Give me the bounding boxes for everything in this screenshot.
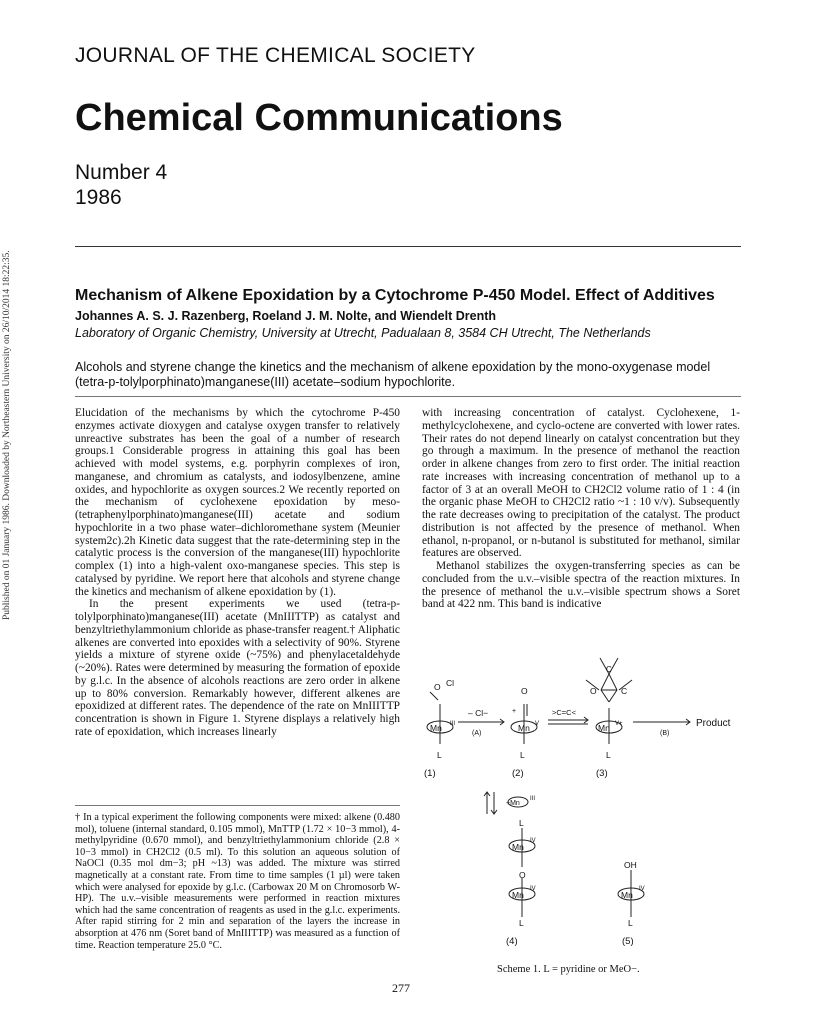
alkene: >C=C< xyxy=(552,708,576,717)
ox-state: III xyxy=(450,721,456,727)
article-affiliation: Laboratory of Organic Chemistry, University at Utrecht, Padualaan 8, 3584 CH Utrecht, The Netherlands xyxy=(75,326,651,340)
ox-state: V xyxy=(535,721,540,727)
abstract-rule xyxy=(75,396,741,397)
mn-atom: Mn xyxy=(430,723,442,733)
o-atom: O xyxy=(590,686,597,696)
footnote-text: † In a typical experiment the following components were mixed: alkene (0.480 mol), toluene (internal standard, 0.105 mmol), MnTTP (1.72 × 10−3 mmol), 4-methylpyridine (0.670 mmol), and benzyltriethylammonium chloride (2.8 × 10−3 mmol) in CH2Cl2 (0.5 ml). To this solution an aqueous solution of NaOCl (0.35 mol dm−3; pH ~13) was added. The mixture was stirred magnetically at a constant rate. From time to time samples (1 µl) were taken which were analysed for epoxide by g.l.c. (Carbowax 20 M on Chromosorb W-HP). The u.v.–visible measurements were performed in reaction mixtures which had the same concentration of reagents as used in the g.l.c. experiments. After rapid stirring for 2 min and separation of the layers the increase in absorption at 476 nm (Soret band of MnIIITTP) was measured as a function of time. Reaction temperature 25.0 °C. xyxy=(75,812,400,951)
label-b: (B) xyxy=(660,730,670,737)
mn-atom: Mn xyxy=(512,842,524,852)
compound-4-label: (4) xyxy=(506,936,518,947)
plus-charge: + xyxy=(512,708,517,715)
article-title: Mechanism of Alkene Epoxidation by a Cytochrome P-450 Model. Effect of Additives xyxy=(75,287,715,304)
ligand-l: L xyxy=(520,750,525,760)
compound-5-label: (5) xyxy=(622,936,634,947)
article-authors: Johannes A. S. J. Razenberg, Roeland J. M. Nolte, and Wiendelt Drenth xyxy=(75,309,497,323)
compound-3-label: (3) xyxy=(596,768,608,779)
compound-2-label: (2) xyxy=(512,768,524,779)
footnote-rule xyxy=(75,805,400,806)
paragraph: Methanol stabilizes the oxygen-transferring species as can be concluded from the u.v.–visible spectra of the reaction mixtures. In the presence of methanol the u.v.–visible spectrum shows a Soret band at 422 nm. This band is indicative xyxy=(422,560,740,611)
ligand-l: L xyxy=(606,750,611,760)
journal-name: JOURNAL OF THE CHEMICAL SOCIETY xyxy=(75,44,476,67)
series-title: Chemical Communications xyxy=(75,97,563,139)
scheme-caption: Scheme 1. L = pyridine or MeO−. xyxy=(497,964,640,975)
ox-state: III xyxy=(530,796,536,802)
masthead-rule xyxy=(75,246,741,247)
ligand-l: L xyxy=(519,918,524,928)
article-abstract: Alcohols and styrene change the kinetics and the mechanism of alkene epoxidation by the mono-oxygenase model (tetra-p-tolylporphinato)manganese(III) acetate–sodium hypochlorite. xyxy=(75,360,711,389)
cl-atom: Cl xyxy=(446,678,455,688)
reaction-scheme xyxy=(418,632,748,957)
ox-state: IV xyxy=(639,886,645,892)
ligand-l: L xyxy=(437,750,442,760)
ox-state: IV xyxy=(530,886,536,892)
paragraph: with increasing concentration of catalyst. Cyclohexene, 1-methylcyclohexene, and cyclo-octene are converted with lower rates. Their rates do not depend linearly on catalyst concentration but they go through a maximum. In the presence of methanol the reaction order in alkene changes from zero to first order. The initial reaction rate increases with increasing concentration of methanol up to a factor of 3 at an overall MeOH to CH2Cl2 volume ratio of 1 : 4 (in the organic phase MeOH to CH2Cl2 ratio ~1 : 10 v/v). Subsequently the rate decreases owing to precipitation of the catalyst. The product distribution is not affected by the presence of methanol. When ethanol, n-propanol, or n-butanol is substituted for methanol, similar features are observed. xyxy=(422,407,740,560)
plus-mn: +Mn xyxy=(506,800,520,807)
issue-number: Number 4 xyxy=(75,161,168,184)
product-label: Product xyxy=(696,718,731,729)
label-a: (A) xyxy=(472,730,482,737)
body-column-left xyxy=(75,407,400,739)
ox-state: V+ xyxy=(615,721,623,727)
issue-info xyxy=(75,160,167,210)
body-column-right xyxy=(422,407,740,611)
minus-cl: – Cl− xyxy=(468,708,489,718)
page-number: 277 xyxy=(392,981,410,995)
paragraph: Elucidation of the mechanisms by which the cytochrome P-450 enzymes activate dioxygen and catalyse oxygen transfer to relatively unreactive substrates has been the goal of a number of research groups.1 Considerable progress in attaining this goal has been achieved with model systems, e.g. porphyrin complexes of iron, manganese, and chromium as catalysts, and iodosylbenzene, amine oxides, and hypochlorite as oxygen sources.2 We recently reported on the mechanism of cyclohexene epoxidation by meso-(tetraphenylporphinato)manganese(III) acetate and sodium hypochlorite in a two phase water–dichloromethane system (Meunier system2c).2h Kinetic data suggest that the rate-determining step in the catalytic process is the conversion of the manganese(III) hypochlorite complex (1) into a high-valent oxo-manganese species. This step is catalysed by pyridine. We report here that alcohols and styrene change the kinetics and mechanism of alkene epoxidation by (1). xyxy=(75,407,400,598)
download-watermark: Published on 01 January 1986. Downloaded by Northeastern University on 26/10/2014 18:22:35. xyxy=(2,250,12,620)
footnote xyxy=(75,812,400,951)
ligand-l: L xyxy=(628,918,633,928)
paragraph: In the present experiments we used (tetra-p-tolylporphinato)manganese(III) acetate (MnIIITTP) as catalyst and benzyltriethylammonium chloride as phase-transfer reagent.† Aliphatic alkenes are converted into epoxides with a selectivity of 90%. Styrene yields a mixture of styrene oxide (~75%) and phenylacetaldehyde (~20%). Rates were determined by measuring the formation of epoxide by g.l.c. In the absence of alcohols reactions are zero order in alkene up to 80% conversion. Remarkably however, different alkenes are epoxidized at different rates. The dependence of the rate on MnIIITTP concentration is shown in Figure 1. Styrene displays a relatively high rate of epoxidation, which increases linearly xyxy=(75,598,400,738)
o-atom: O xyxy=(519,870,526,880)
mn-atom: Mn xyxy=(621,890,633,900)
compound-1-label: (1) xyxy=(424,768,436,779)
ox-state: IV xyxy=(530,838,536,844)
issue-year: 1986 xyxy=(75,186,122,209)
carbon: C xyxy=(621,686,628,696)
ligand-l: L xyxy=(519,818,524,828)
oh-group: OH xyxy=(624,860,637,870)
carbon: C xyxy=(606,665,612,674)
o-atom: O xyxy=(521,686,528,696)
mn-atom: Mn xyxy=(512,890,524,900)
mn-atom: Mn xyxy=(598,723,610,733)
mn-atom: Mn xyxy=(518,723,530,733)
o-atom: O xyxy=(434,682,441,692)
